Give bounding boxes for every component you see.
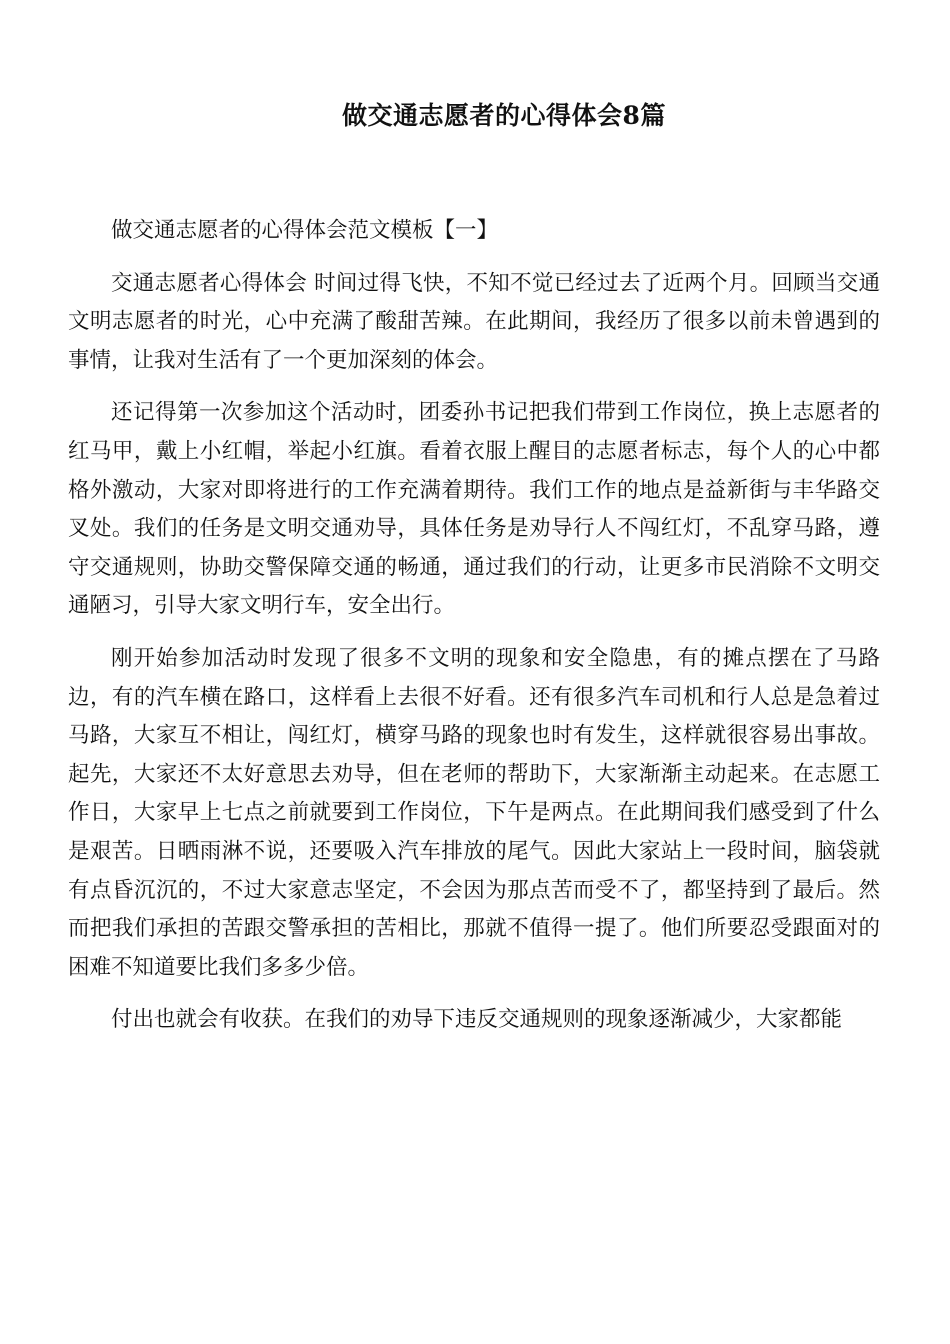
document-body — [68, 212, 880, 1040]
paragraph-2: 还记得第一次参加这个活动时，团委孙书记把我们带到工作岗位，换上志愿者的红马甲，戴上小红帽，举起小红旗。看着衣服上醒目的志愿者标志，每个人的心中都格外激动，大家对即将进行的工作充满着期待。我们工作的地点是益新街与丰华路交叉处。我们的任务是文明交通劝导，具体任务是劝导行人不闯红灯，不乱穿马路，遵守交通规则，协助交警保障交通的畅通，通过我们的行动，让更多市民消除不文明交通陋习，引导大家文明行车，安全出行。 — [68, 400, 880, 619]
section-heading: 做交通志愿者的心得体会范文模板【一】 — [111, 218, 499, 243]
paragraph-3: 刚开始参加活动时发现了很多不文明的现象和安全隐患，有的摊点摆在了马路边，有的汽车横在路口，这样看上去很不好看。还有很多汽车司机和行人总是急着过马路，大家互不相让，闯红灯，横穿马路的现象也时有发生，这样就很容易出事故。起先，大家还不太好意思去劝导，但在老师的帮助下，大家渐渐主动起来。在志愿工作日，大家早上七点之前就要到工作岗位，下午是两点。在此期间我们感受到了什么是艰苦。日晒雨淋不说，还要吸入汽车排放的尾气。因此大家站上一段时间，脑袋就有点昏沉沉的，不过大家意志坚定，不会因为那点苦而受不了，都坚持到了最后。然而把我们承担的苦跟交警承担的苦相比，那就不值得一提了。他们所要忍受跟面对的困难不知道要比我们多多少倍。 — [68, 645, 880, 980]
paragraph-1: 交通志愿者心得体会 时间过得飞快，不知不觉已经过去了近两个月。回顾当交通文明志愿者的时光，心中充满了酸甜苦辣。在此期间，我经历了很多以前未曾遇到的事情，让我对生活有了一个更加深刻的体会。 — [68, 270, 880, 373]
paragraph-4: 付出也就会有收获。在我们的劝导下违反交通规则的现象逐渐减少，大家都能 — [111, 1007, 843, 1033]
document-title: 做交通志愿者的心得体会8篇 — [342, 101, 666, 130]
